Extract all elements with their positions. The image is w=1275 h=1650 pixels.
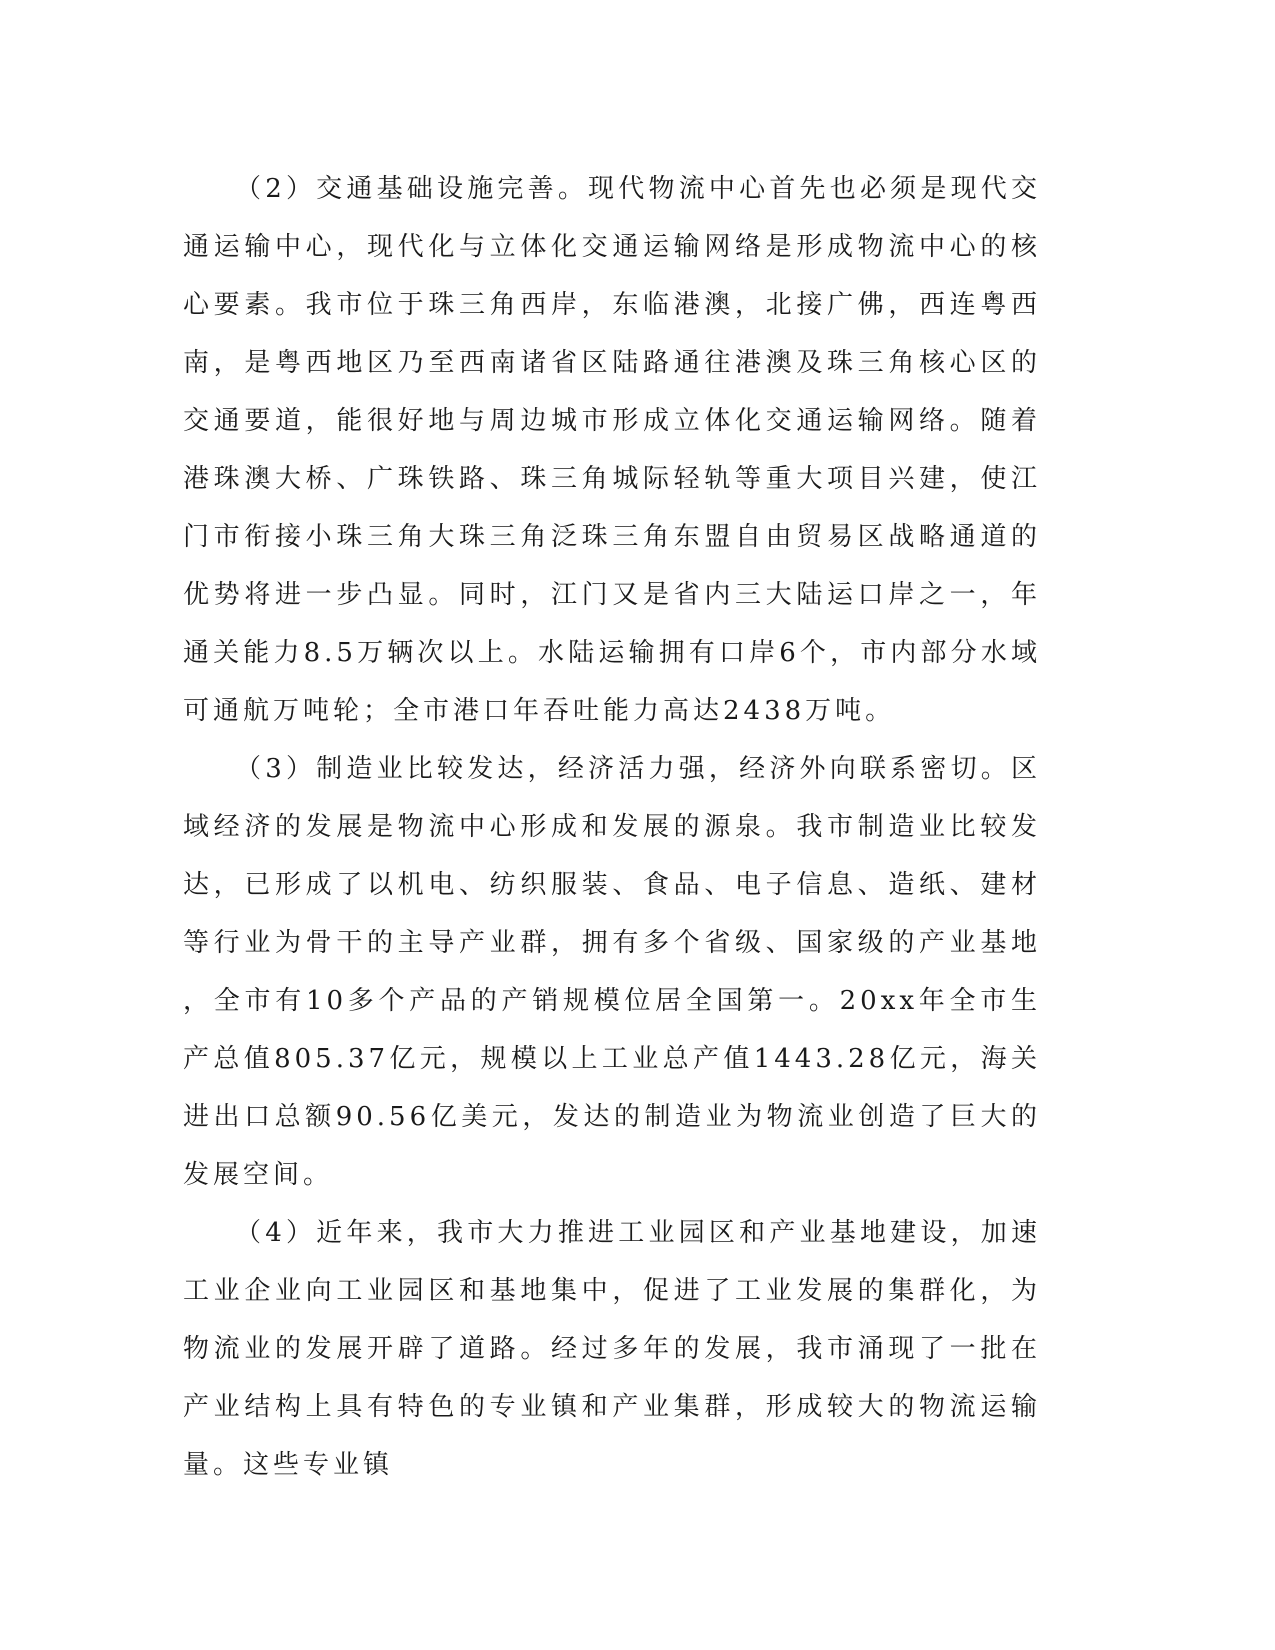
paragraph-manufacturing-economy: （3）制造业比较发达，经济活力强，经济外向联系密切。区域经济的发展是物流中心形成和发展的源泉。我市制造业比较发达，已形成了以机电、纺织服装、食品、电子信息、造纸、建材等行业为骨干的主导产业群，拥有多个省级、国家级的产业基地，全市有10多个产品的产销规模位居全国第一。20xx年全市生产总值805.37亿元，规模以上工业总产值1443.28亿元，海关进出口总额90.56亿美元，发达的制造业为物流业创造了巨大的发展空间。	[183, 754, 1041, 1190]
paragraph-transport-infrastructure: （2）交通基础设施完善。现代物流中心首先也必须是现代交通运输中心，现代化与立体化交通运输网络是形成物流中心的核心要素。我市位于珠三角西岸，东临港澳，北接广佛，西连粤西南，是粤西地区乃至西南诸省区陆路通往港澳及珠三角核心区的交通要道，能很好地与周边城市形成立体化交通运输网络。随着港珠澳大桥、广珠铁路、珠三角城际轻轨等重大项目兴建，使江门市衔接小珠三角大珠三角泛珠三角东盟自由贸易区战略通道的优势将进一步凸显。同时，江门又是省内三大陆运口岸之一，年通关能力8.5万辆次以上。水陆运输拥有口岸6个，市内部分水域可通航万吨轮；全市港口年吞吐能力高达2438万吨。	[183, 174, 1041, 726]
document-body	[183, 160, 1041, 1494]
paragraph-industrial-parks: （4）近年来，我市大力推进工业园区和产业基地建设，加速工业企业向工业园区和基地集中，促进了工业发展的集群化，为物流业的发展开辟了道路。经过多年的发展，我市涌现了一批在产业结构上具有特色的专业镇和产业集群，形成较大的物流运输量。这些专业镇	[183, 1218, 1041, 1480]
